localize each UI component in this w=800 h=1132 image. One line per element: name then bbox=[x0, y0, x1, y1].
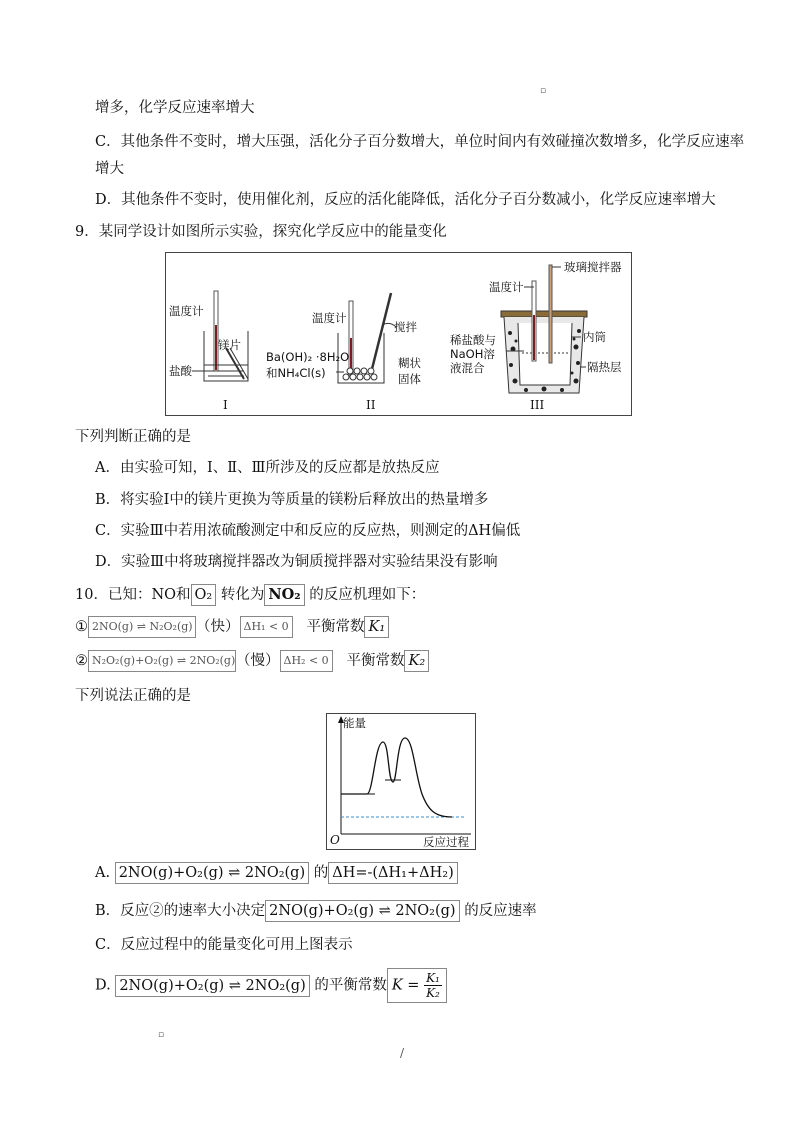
q10-d-text: 的平衡常数 bbox=[314, 977, 387, 994]
energy-diagram bbox=[326, 713, 476, 850]
experiment-figure bbox=[165, 252, 632, 416]
q10-option-a bbox=[95, 862, 458, 884]
label-stirrer: 玻璃搅拌器 bbox=[564, 260, 622, 274]
label-thermometer-1: 温度计 bbox=[169, 304, 204, 318]
reaction-2-equation: N₂O₂(g)+O₂(g) ⇌ 2NO₂(g) bbox=[88, 650, 236, 672]
x-axis-label: 反应过程 bbox=[423, 835, 469, 849]
label-paste-1: 糊状 bbox=[398, 356, 421, 370]
q10-text-1: 10．已知：NO和 bbox=[75, 587, 191, 603]
q10-b-text-2: 的反应速率 bbox=[464, 903, 537, 919]
setup-1 bbox=[169, 291, 248, 412]
q9-option-b: B．将实验Ⅰ中的镁片更换为等质量的镁粉后释放出的热量增多 bbox=[95, 492, 489, 508]
label-mg-strip: 镁片 bbox=[218, 338, 241, 352]
q10-a-letter: A. bbox=[95, 865, 111, 881]
reaction-2-k-label: 平衡常数 bbox=[346, 653, 405, 669]
question-9-prompt: 下列判断正确的是 bbox=[75, 429, 191, 445]
reaction-2-number: ② bbox=[75, 653, 88, 669]
q10-b-text-1: B．反应②的速率大小决定 bbox=[95, 903, 266, 919]
label-inner-cup: 内筒 bbox=[583, 330, 606, 344]
label-stir: 搅拌 bbox=[394, 320, 417, 334]
label-thermometer-3: 温度计 bbox=[489, 280, 524, 294]
option-d-prev: D．其他条件不变时，使用催化剂，反应的活化能降低，活化分子百分数减小，化学反应速率增大 bbox=[95, 192, 716, 208]
q10-d-k-expression bbox=[387, 968, 447, 1003]
reaction-1-dh: ΔH₁ < 0 bbox=[240, 616, 293, 638]
reaction-2-speed: （慢） bbox=[236, 653, 280, 669]
reaction-1-k: K₁ bbox=[364, 616, 389, 638]
text-line: 增多，化学反应速率增大 bbox=[95, 100, 255, 116]
q10-d-k-numerator: K₁ bbox=[426, 971, 440, 985]
caption-3: III bbox=[530, 398, 545, 412]
option-c-prev: C．其他条件不变时，增大压强，活化分子百分数增大，单位时间内有效碰撞次数增多，化学反应速率 bbox=[95, 134, 745, 150]
q10-option-c: C．反应过程中的能量变化可用上图表示 bbox=[95, 937, 353, 953]
q10-option-d bbox=[95, 968, 447, 1008]
q10-d-equation: 2NO(g)+O₂(g) ⇌ 2NO₂(g) bbox=[115, 975, 309, 997]
caption-2: II bbox=[366, 398, 376, 412]
reaction-2-dh: ΔH₂ < 0 bbox=[280, 650, 333, 672]
q10-text-2: 转化为 bbox=[220, 587, 265, 603]
label-baoh: Ba(OH)₂ ·8H₂O bbox=[266, 350, 350, 364]
q9-option-d: D．实验Ⅲ中将玻璃搅拌器改为铜质搅拌器对实验结果没有影响 bbox=[95, 554, 498, 570]
label-hcl: 盐酸 bbox=[169, 364, 192, 378]
reaction-1 bbox=[75, 616, 389, 638]
q9-option-a: A．由实验可知，Ⅰ、Ⅱ、Ⅲ所涉及的反应都是放热反应 bbox=[95, 460, 440, 476]
origin-label: O bbox=[330, 833, 340, 847]
question-9-stem: 9．某同学设计如图所示实验，探究化学反应中的能量变化 bbox=[75, 224, 447, 240]
reaction-1-number: ① bbox=[75, 619, 88, 635]
label-thermometer-2: 温度计 bbox=[312, 311, 347, 325]
q10-d-letter: D. bbox=[95, 977, 111, 994]
no2-formula: NO₂ bbox=[264, 584, 304, 606]
q9-option-c: C．实验Ⅲ中若用浓硫酸测定中和反应的反应热，则测定的ΔH偏低 bbox=[95, 523, 521, 539]
corner-mark: ▫ bbox=[158, 1030, 165, 1040]
label-mix-1: 稀盐酸与 bbox=[450, 333, 496, 347]
label-nh4cl: 和NH₄Cl(s) bbox=[266, 366, 326, 380]
caption-1: I bbox=[223, 398, 228, 412]
question-10-stem bbox=[75, 584, 425, 606]
page-footer: / bbox=[400, 1046, 405, 1060]
q10-a-equation: 2NO(g)+O₂(g) ⇌ 2NO₂(g) bbox=[115, 862, 309, 884]
text-line: 增大 bbox=[95, 161, 124, 177]
q10-b-equation: 2NO(g)+O₂(g) ⇌ 2NO₂(g) bbox=[265, 900, 459, 922]
label-mix-3: 液混合 bbox=[450, 361, 485, 375]
reaction-1-k-label: 平衡常数 bbox=[306, 619, 365, 635]
label-mix-2: NaOH溶 bbox=[450, 347, 495, 361]
q10-text-3: 的反应机理如下： bbox=[309, 587, 426, 603]
q10-a-text: 的 bbox=[313, 865, 329, 881]
corner-mark: ▫ bbox=[540, 86, 547, 96]
reaction-1-equation: 2NO(g) ⇌ N₂O₂(g) bbox=[88, 616, 196, 638]
label-paste-2: 固体 bbox=[398, 372, 421, 386]
label-insulation: 隔热层 bbox=[587, 360, 622, 374]
q10-d-k-lhs: K = bbox=[391, 977, 420, 994]
q10-option-b bbox=[95, 900, 537, 922]
setup-2 bbox=[266, 293, 421, 412]
setup-3 bbox=[450, 260, 622, 412]
reaction-1-speed: （快） bbox=[196, 619, 240, 635]
o2-formula: O₂ bbox=[191, 584, 217, 606]
reaction-2 bbox=[75, 650, 429, 672]
reaction-2-k: K₂ bbox=[404, 650, 429, 672]
y-axis-label: 能量 bbox=[343, 716, 366, 730]
q10-a-dh: ΔH=-(ΔH₁+ΔH₂) bbox=[328, 862, 458, 884]
question-10-prompt: 下列说法正确的是 bbox=[75, 688, 191, 704]
q10-d-k-denominator: K₂ bbox=[426, 986, 440, 1000]
